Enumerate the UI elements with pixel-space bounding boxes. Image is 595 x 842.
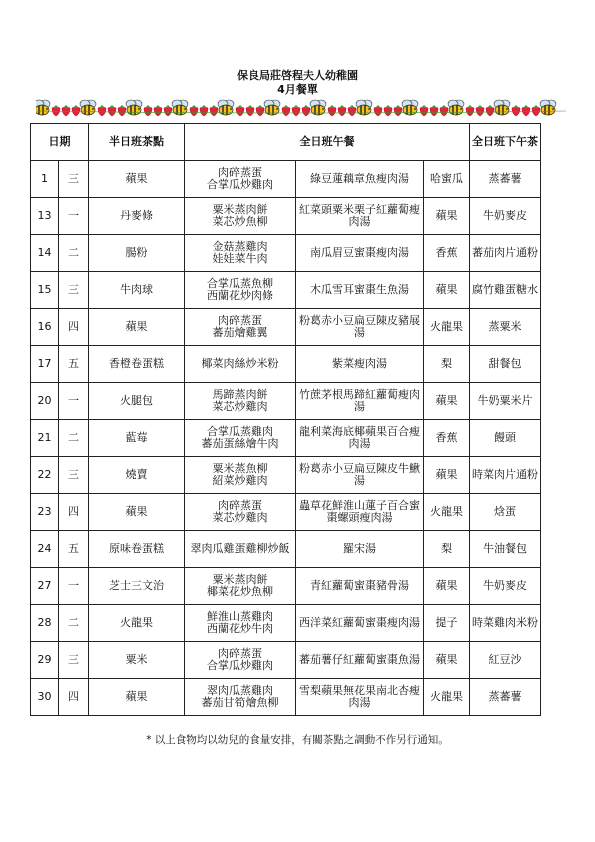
strawberry-icon (98, 105, 106, 116)
fruit-cell: 梨 (424, 346, 470, 383)
date-cell: 22 (31, 457, 59, 494)
table-row (31, 494, 541, 531)
soup-cell: 粉葛赤小豆扁豆陳皮牛鰍湯 (296, 457, 424, 494)
snack-cell: 粟米 (89, 642, 185, 679)
weekday-cell: 一 (59, 383, 89, 420)
date-cell: 14 (31, 235, 59, 272)
strawberry-icon (118, 105, 126, 116)
fruit-cell: 提子 (424, 605, 470, 642)
weekday-cell: 四 (59, 309, 89, 346)
table-row (31, 235, 541, 272)
school-name: 保良局莊啓程夫人幼稚園 (237, 69, 358, 82)
strawberry-icon (154, 105, 162, 116)
tea-cell: 牛油餐包 (470, 531, 541, 568)
strawberry-icon (256, 105, 264, 116)
soup-cell: 紅菜頭粟米栗子紅蘿蔔瘦肉湯 (296, 198, 424, 235)
table-row (31, 605, 541, 642)
snack-cell: 芝士三文治 (89, 568, 185, 605)
lunch-dishes-cell: 粟米蒸魚柳 紹菜炒雞肉 (185, 457, 296, 494)
date-cell: 17 (31, 346, 59, 383)
tea-cell: 蕃茄肉片通粉 (470, 235, 541, 272)
snack-cell: 藍莓 (89, 420, 185, 457)
strawberry-icon (52, 105, 60, 116)
weekday-cell: 三 (59, 457, 89, 494)
lunch-dishes-cell: 肉碎蒸蛋 合掌瓜炒雞肉 (185, 642, 296, 679)
table-row (31, 161, 541, 198)
strawberry-icon (210, 105, 218, 116)
strawberry-icon (466, 105, 474, 116)
table-row (31, 272, 541, 309)
strawberry-icon (532, 105, 540, 116)
tea-cell: 饅頭 (470, 420, 541, 457)
strawberry-icon (292, 105, 300, 116)
fruit-cell: 蘋果 (424, 642, 470, 679)
lunch-dishes-cell: 肉碎蒸蛋 菜芯炒雞肉 (185, 494, 296, 531)
weekday-cell: 二 (59, 420, 89, 457)
strawberry-icon (164, 105, 172, 116)
strawberry-icon (72, 105, 80, 116)
tea-cell: 時菜雞肉米粉 (470, 605, 541, 642)
strawberry-icon (62, 105, 70, 116)
lunch-dishes-cell: 合掌瓜蒸雞肉 蕃茄蛋絲燴牛肉 (185, 420, 296, 457)
weekday-cell: 三 (59, 161, 89, 198)
header-halfday-snack: 半日班茶點 (89, 124, 185, 161)
header-date: 日期 (31, 124, 89, 161)
lunch-dishes-cell: 合掌瓜蒸魚柳 西蘭花炒肉條 (185, 272, 296, 309)
weekday-cell: 四 (59, 679, 89, 716)
bee-icon (126, 100, 142, 115)
soup-cell: 青紅蘿蔔蜜棗豬骨湯 (296, 568, 424, 605)
date-cell: 1 (31, 161, 59, 198)
table-row (31, 531, 541, 568)
lunch-dishes-cell: 翠肉瓜雞蛋雞柳炒飯 (185, 531, 296, 568)
soup-cell: 蕃茄薯仔紅蘿蔔蜜棗魚湯 (296, 642, 424, 679)
snack-cell: 火腿包 (89, 383, 185, 420)
tea-cell: 蒸蕃薯 (470, 161, 541, 198)
soup-cell: 雪梨蘋果無花果南北杏瘦肉湯 (296, 679, 424, 716)
strawberry-icon (440, 105, 448, 116)
date-cell: 15 (31, 272, 59, 309)
strawberry-icon (374, 105, 382, 116)
weekday-cell: 二 (59, 235, 89, 272)
date-cell: 29 (31, 642, 59, 679)
strawberry-icon (246, 105, 254, 116)
date-cell: 23 (31, 494, 59, 531)
bee-icon (494, 100, 510, 115)
table-row (31, 568, 541, 605)
weekday-cell: 四 (59, 494, 89, 531)
weekday-cell: 五 (59, 346, 89, 383)
table-row (31, 457, 541, 494)
table-header-row (31, 124, 541, 161)
lunch-dishes-cell: 鮮淮山蒸雞肉 西蘭花炒牛肉 (185, 605, 296, 642)
fruit-cell: 香蕉 (424, 235, 470, 272)
bee-icon (36, 100, 50, 115)
weekday-cell: 一 (59, 198, 89, 235)
lunch-dishes-cell: 金菇蒸雞肉 娃娃菜牛肉 (185, 235, 296, 272)
snack-cell: 牛肉球 (89, 272, 185, 309)
fruit-cell: 哈蜜瓜 (424, 161, 470, 198)
tea-cell: 甜餐包 (470, 346, 541, 383)
soup-cell: 龍利菜海底椰蘋果百合瘦肉湯 (296, 420, 424, 457)
strawberry-icon (108, 105, 116, 116)
strawberry-icon (328, 105, 336, 116)
tea-cell: 蒸粟米 (470, 309, 541, 346)
soup-cell: 羅宋湯 (296, 531, 424, 568)
strawberry-icon (302, 105, 310, 116)
strawberry-icon (236, 105, 244, 116)
strawberry-icon (190, 105, 198, 116)
soup-cell: 木瓜雪耳蜜棗生魚湯 (296, 272, 424, 309)
date-cell: 30 (31, 679, 59, 716)
strawberry-icon (200, 105, 208, 116)
lunch-dishes-cell: 肉碎蒸蛋 合掌瓜炒雞肉 (185, 161, 296, 198)
date-cell: 24 (31, 531, 59, 568)
lunch-dishes-cell: 椰菜肉絲炒米粉 (185, 346, 296, 383)
soup-cell: 紫菜瘦肉湯 (296, 346, 424, 383)
table-row (31, 198, 541, 235)
table-row (31, 642, 541, 679)
soup-cell: 綠豆蓮藕章魚瘦肉湯 (296, 161, 424, 198)
soup-cell: 粉葛赤小豆扁豆陳皮豬展湯 (296, 309, 424, 346)
strawberry-icon (512, 105, 520, 116)
soup-cell: 蟲草花鮮淮山蓮子百合蜜棗螺頭瘦肉湯 (296, 494, 424, 531)
weekday-cell: 三 (59, 272, 89, 309)
strawberry-icon (338, 105, 346, 116)
fruit-cell: 蘋果 (424, 198, 470, 235)
fruit-cell: 香蕉 (424, 420, 470, 457)
table-row (31, 420, 541, 457)
strawberry-icon (476, 105, 484, 116)
soup-cell: 西洋菜紅蘿蔔蜜棗瘦肉湯 (296, 605, 424, 642)
snack-cell: 蘋果 (89, 161, 185, 198)
fruit-cell: 梨 (424, 531, 470, 568)
snack-cell: 丹麥條 (89, 198, 185, 235)
date-cell: 27 (31, 568, 59, 605)
header-fullday-tea: 全日班下午茶 (470, 124, 541, 161)
strawberry-icon (430, 105, 438, 116)
table-row (31, 309, 541, 346)
tea-cell: 腐竹雞蛋糖水 (470, 272, 541, 309)
strawberry-icon (282, 105, 290, 116)
tea-cell: 蒸蕃薯 (470, 679, 541, 716)
fruit-cell: 蘋果 (424, 383, 470, 420)
strawberry-icon (486, 105, 494, 116)
date-cell: 20 (31, 383, 59, 420)
fruit-cell: 蘋果 (424, 457, 470, 494)
date-cell: 13 (31, 198, 59, 235)
lunch-dishes-cell: 肉碎蒸蛋 蕃茄燴雞翼 (185, 309, 296, 346)
fruit-cell: 火龍果 (424, 309, 470, 346)
table-row (31, 346, 541, 383)
snack-cell: 原味卷蛋糕 (89, 531, 185, 568)
snack-cell: 腸粉 (89, 235, 185, 272)
weekday-cell: 三 (59, 642, 89, 679)
weekday-cell: 二 (59, 605, 89, 642)
lunch-dishes-cell: 翠肉瓜蒸雞肉 蕃茄甘筍燴魚柳 (185, 679, 296, 716)
snack-cell: 火龍果 (89, 605, 185, 642)
lunch-dishes-cell: 馬蹄蒸肉餅 菜芯炒雞肉 (185, 383, 296, 420)
tea-cell: 紅豆沙 (470, 642, 541, 679)
strawberry-icon (348, 105, 356, 116)
strawberry-icon (420, 105, 428, 116)
tea-cell: 時菜肉片通粉 (470, 457, 541, 494)
date-cell: 28 (31, 605, 59, 642)
tea-cell: 焓蛋 (470, 494, 541, 531)
soup-cell: 南瓜眉豆蜜棗瘦肉湯 (296, 235, 424, 272)
table-row (31, 383, 541, 420)
bee-strawberry-border (36, 97, 566, 117)
fruit-cell: 火龍果 (424, 679, 470, 716)
strawberry-icon (384, 105, 392, 116)
snack-cell: 燒賣 (89, 457, 185, 494)
soup-cell: 竹蔗茅根馬蹄紅蘿蔔瘦肉湯 (296, 383, 424, 420)
snack-cell: 蘋果 (89, 494, 185, 531)
menu-title: 4月餐單 (277, 83, 318, 96)
lunch-dishes-cell: 粟米蒸肉餅 菜芯炒魚柳 (185, 198, 296, 235)
menu-table (30, 123, 541, 716)
date-cell: 21 (31, 420, 59, 457)
weekday-cell: 五 (59, 531, 89, 568)
fruit-cell: 蘋果 (424, 568, 470, 605)
strawberry-icon (522, 105, 530, 116)
bee-icon (448, 100, 464, 115)
header-fullday-lunch: 全日班午餐 (185, 124, 470, 161)
tea-cell: 牛奶麥皮 (470, 568, 541, 605)
tea-cell: 牛奶粟米片 (470, 383, 541, 420)
snack-cell: 香橙卷蛋糕 (89, 346, 185, 383)
bee-icon (80, 100, 96, 115)
fruit-cell: 火龍果 (424, 494, 470, 531)
snack-cell: 蘋果 (89, 679, 185, 716)
footer-note: * 以上食物均以幼兒的食量安排，有關茶點之調動不作另行通知。 (146, 734, 449, 746)
snack-cell: 蘋果 (89, 309, 185, 346)
table-row (31, 679, 541, 716)
tea-cell: 牛奶麥皮 (470, 198, 541, 235)
strawberry-icon (144, 105, 152, 116)
lunch-dishes-cell: 粟米蒸肉餅 椰菜花炒魚柳 (185, 568, 296, 605)
weekday-cell: 一 (59, 568, 89, 605)
date-cell: 16 (31, 309, 59, 346)
bee-icon (540, 100, 556, 115)
strawberry-icon (394, 105, 402, 116)
fruit-cell: 蘋果 (424, 272, 470, 309)
